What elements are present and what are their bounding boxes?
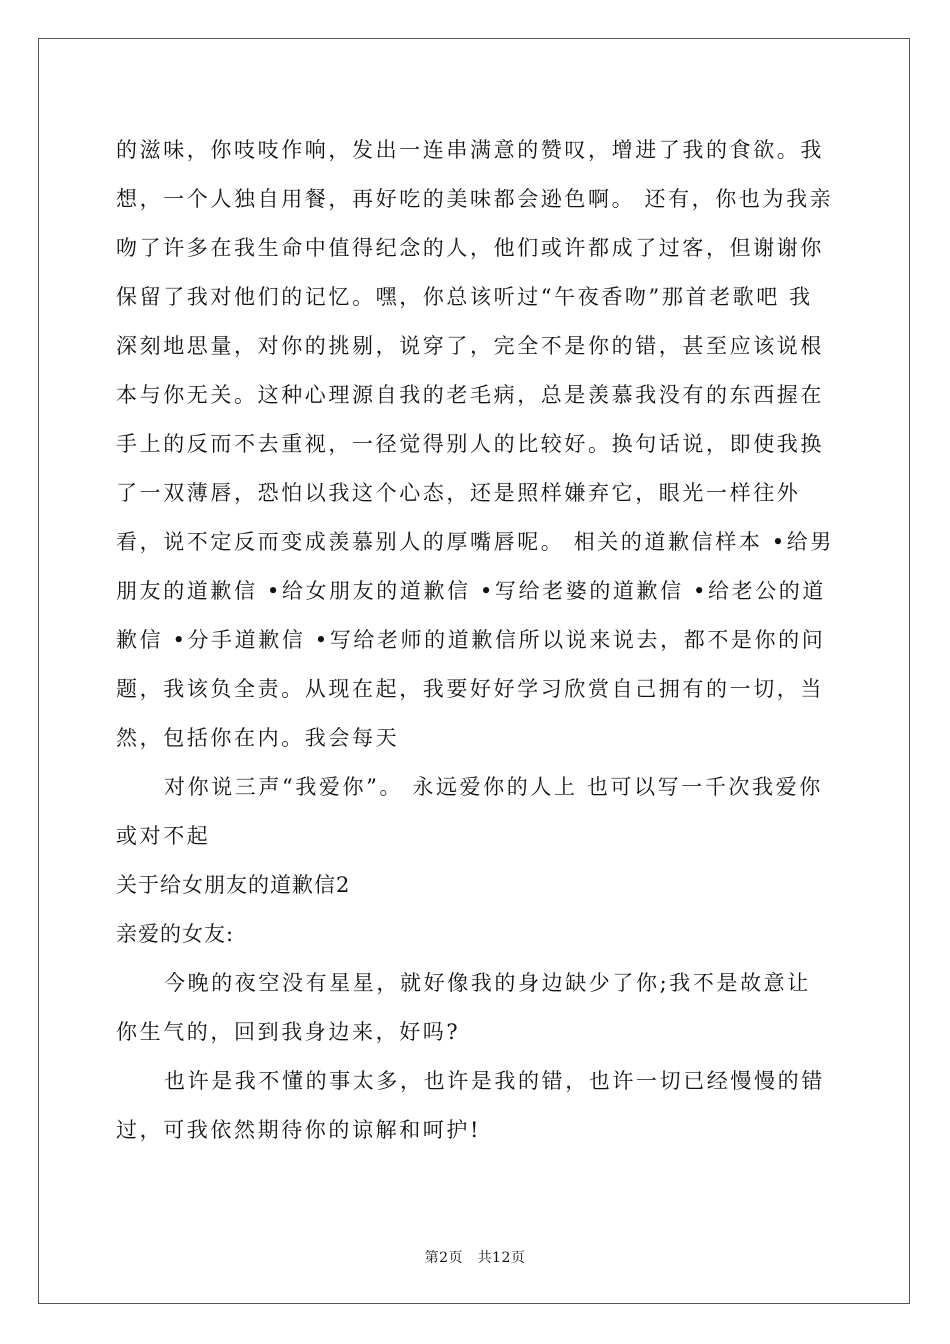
paragraph-continuation: 的滋味，你吱吱作响，发出一连串满意的赞叹，增进了我的食欲。我想，一个人独自用餐，再好吃的美味都会逊色啊。 还有，你也为我亲吻了许多在我生命中值得纪念的人，他们或许都成了过客，但谢谢你保留了我对他们的记忆。嘿，你总该听过“午夜香吻”那首老歌吧 我深刻地思量，对你的挑剔，说穿了，完全不是你的错，甚至应该说根本与你无关。这种心理源自我的老毛病，总是羡慕我没有的东西握在手上的反而不去重视，一径觉得别人的比较好。换句话说，即使我换了一双薄唇，恐怕以我这个心态，还是照样嫌弃它，眼光一样往外看，说不定反而变成羡慕别人的厚嘴唇呢。 相关的道歉信样本 •给男朋友的道歉信 •给女朋友的道歉信 •写给老婆的道歉信 •给老公的道歉信 •分手道歉信 •写给老师的道歉信所以说来说去，都不是你的问题，我该负全责。从现在起，我要好好学习欣赏自己拥有的一切，当然，包括你在内。我会每天 [116, 138, 834, 750]
paragraph-night-sky: 今晚的夜空没有星星，就好像我的身边缺少了你;我不是故意让你生气的，回到我身边来，好吗? [116, 971, 811, 1044]
paragraph-love-you: 对你说三声“我爱你”。 永远爱你的人上 也可以写一千次我爱你或对不起 [116, 775, 823, 848]
page-number-footer: 第2页 共12页 [424, 1250, 526, 1266]
document-body [116, 126, 834, 1155]
paragraph-forgiveness: 也许是我不懂的事太多，也许是我的错，也许一切已经慢慢的错过，可我依然期待你的谅解和呵护! [116, 1069, 825, 1142]
section-heading: 关于给女朋友的道歉信2 [116, 873, 351, 897]
salutation: 亲爱的女友: [116, 922, 235, 946]
